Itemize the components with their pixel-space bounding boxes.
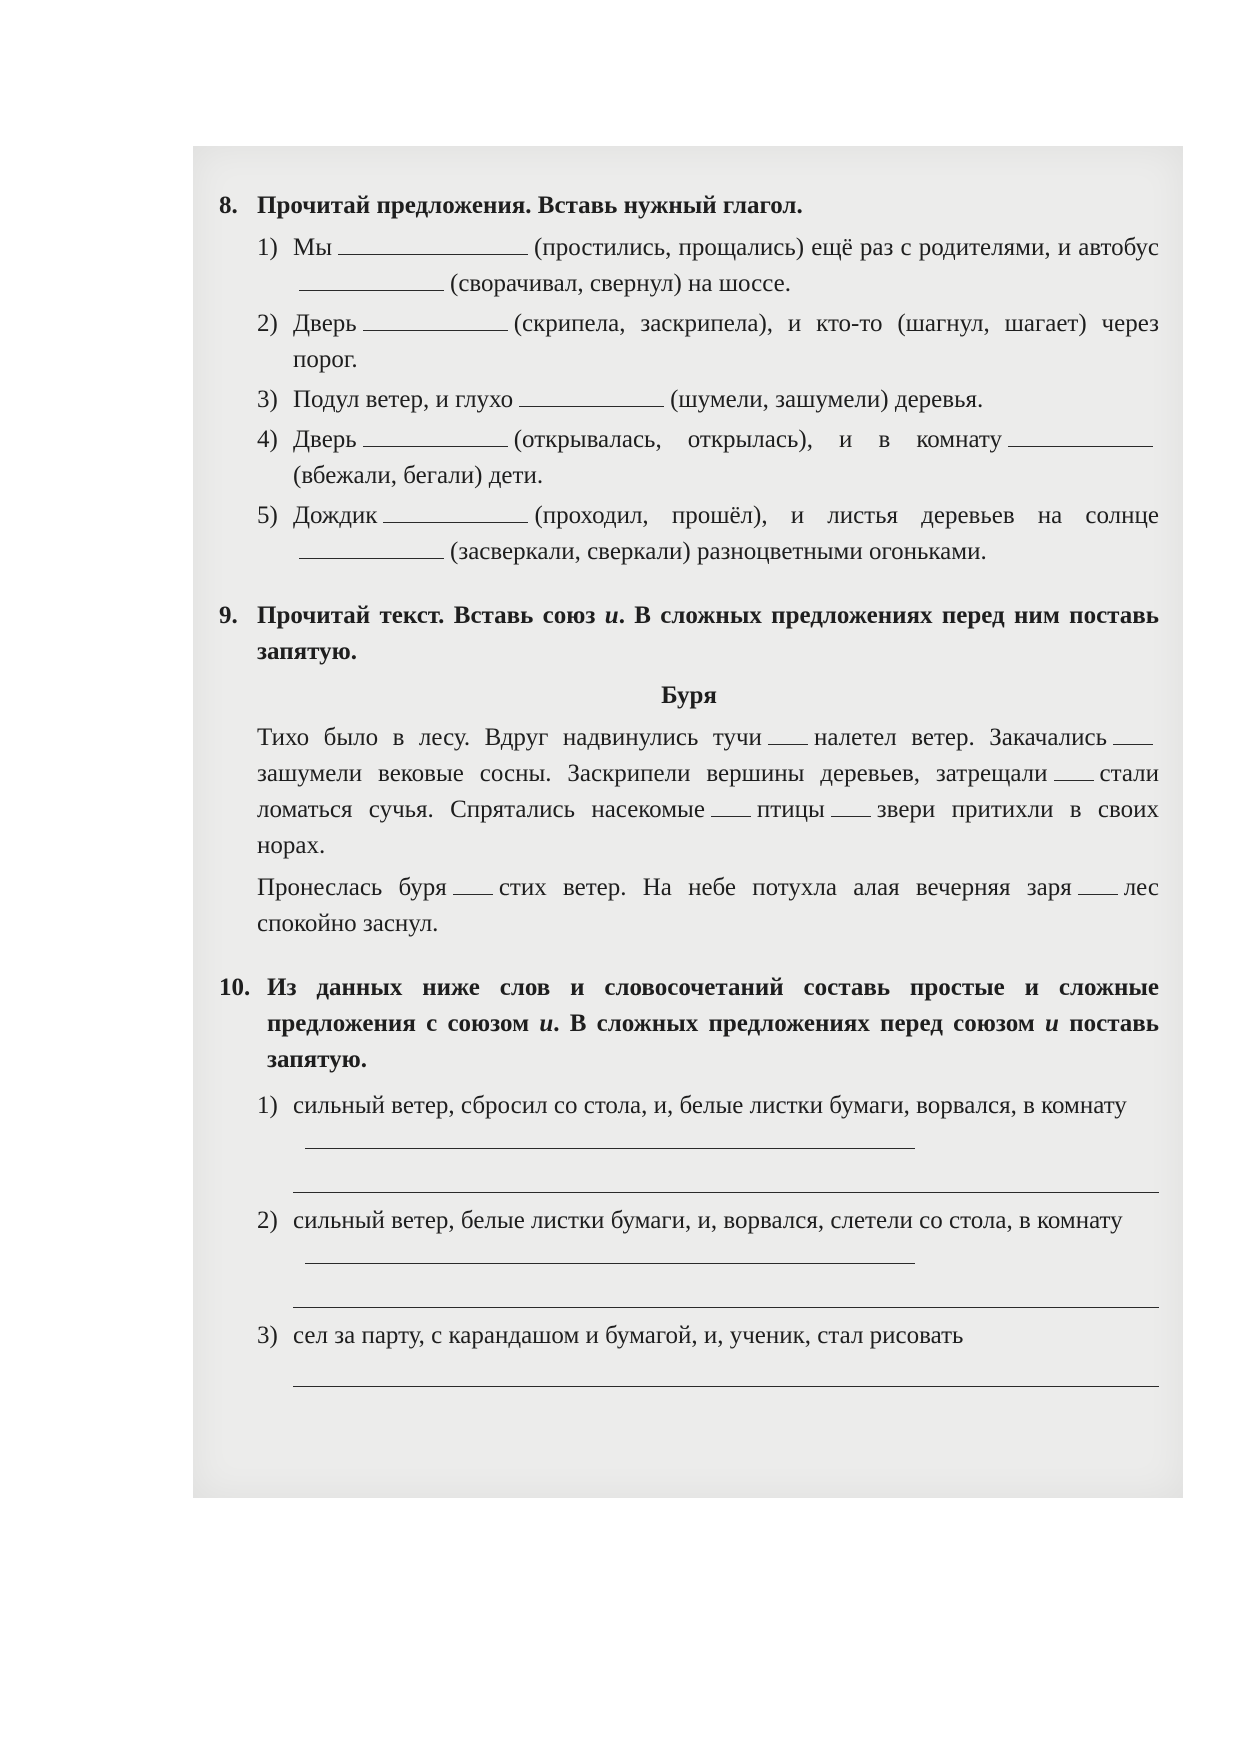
answer-blank[interactable] bbox=[363, 306, 508, 331]
exercise-8-items bbox=[257, 230, 1159, 570]
answer-blank[interactable] bbox=[711, 792, 751, 817]
exercise-8 bbox=[219, 188, 1159, 570]
item-text-part: (шумели, зашумели) деревья. bbox=[670, 386, 984, 413]
exercise-9-header bbox=[219, 598, 1159, 670]
exercise-number: 9. bbox=[219, 602, 238, 629]
answer-blank[interactable] bbox=[519, 382, 664, 407]
story-paragraph bbox=[257, 720, 1159, 864]
answer-blank[interactable] bbox=[338, 230, 528, 255]
instruction-part: . В сложных предложениях перед союзом bbox=[553, 1010, 1035, 1037]
item-text-part: Мы bbox=[293, 234, 333, 261]
item-number: 2) bbox=[257, 1207, 278, 1234]
item-row bbox=[257, 1318, 1159, 1354]
story-title: Буря bbox=[661, 682, 717, 709]
item-text-part: (простились, прощались) ещё раз с родителями, и автобус bbox=[534, 234, 1159, 261]
list-item bbox=[257, 1318, 1159, 1387]
list-item bbox=[257, 498, 1159, 570]
instruction-letter: и bbox=[539, 1010, 554, 1037]
story-text bbox=[257, 720, 1159, 942]
item-text bbox=[293, 382, 1159, 418]
instruction-part: Прочитай текст. Вставь союз bbox=[257, 602, 596, 629]
answer-blank[interactable] bbox=[1054, 756, 1094, 781]
exercise-number: 10. bbox=[219, 974, 251, 1001]
exercise-10-header bbox=[219, 970, 1159, 1078]
story-text-part: стали ломаться сучья. Спрятались насекомые bbox=[257, 760, 1159, 823]
answer-line[interactable] bbox=[293, 1279, 1159, 1308]
list-item bbox=[257, 306, 1159, 378]
item-text-part: сильный ветер, белые листки бумаги, и, ворвался, слетели со стола, в комнату bbox=[293, 1207, 1123, 1234]
item-text-part: Дверь bbox=[293, 310, 357, 337]
item-text bbox=[293, 1088, 1159, 1160]
item-text-part: (проходил, прошёл), и листья деревьев на солнце bbox=[534, 502, 1159, 529]
exercise-10 bbox=[219, 970, 1159, 1387]
item-text-part: (сворачивал, свернул) на шоссе. bbox=[450, 270, 791, 297]
story-text-part: стих ветер. На небе потухла алая вечерняя заря bbox=[498, 874, 1072, 901]
exercise-9 bbox=[219, 598, 1159, 942]
instruction-part: Из данных ниже слов и словосочетаний составь простые и сложные предложения с союзом bbox=[267, 974, 1159, 1037]
answer-blank[interactable] bbox=[453, 870, 493, 895]
item-number: 4) bbox=[257, 426, 278, 453]
answer-blank[interactable] bbox=[1008, 422, 1153, 447]
instruction-letter: и bbox=[604, 602, 619, 629]
item-text bbox=[293, 422, 1159, 494]
list-item bbox=[257, 422, 1159, 494]
list-item bbox=[257, 1203, 1159, 1308]
story-text-part: Тихо было в лесу. Вдруг надвинулись тучи bbox=[257, 724, 762, 751]
exercise-10-items bbox=[257, 1088, 1159, 1387]
exercise-instruction: Прочитай предложения. Вставь нужный глагол. bbox=[257, 192, 803, 219]
answer-blank[interactable] bbox=[299, 266, 444, 291]
item-text bbox=[293, 1318, 1159, 1354]
answer-line[interactable] bbox=[293, 1164, 1159, 1193]
item-text bbox=[293, 306, 1159, 378]
answer-line[interactable] bbox=[305, 1124, 915, 1149]
item-text-part: (вбежали, бегали) дети. bbox=[293, 462, 544, 489]
item-text-part: (скрипела, заскрипела), и кто-то (шагнул, шагает) через порог. bbox=[293, 310, 1159, 373]
item-text-part: Дверь bbox=[293, 426, 357, 453]
item-text bbox=[293, 1203, 1159, 1275]
item-text-part: (открывалась, открылась), и в комнату bbox=[513, 426, 1002, 453]
item-row bbox=[257, 1088, 1159, 1160]
worksheet-page bbox=[193, 146, 1183, 1498]
instruction-part: . В сложных предложениях перед ним поставь запятую. bbox=[257, 602, 1159, 665]
instruction-letter: и bbox=[1045, 1010, 1059, 1037]
item-number: 1) bbox=[257, 1092, 278, 1119]
answer-blank[interactable] bbox=[363, 422, 508, 447]
list-item bbox=[257, 1088, 1159, 1193]
item-text-part: Дождик bbox=[293, 502, 378, 529]
story-text-part: лес спокойно заснул. bbox=[257, 874, 1159, 937]
exercise-8-header bbox=[219, 188, 1159, 224]
item-number: 5) bbox=[257, 502, 278, 529]
item-number: 3) bbox=[257, 386, 278, 413]
item-number: 3) bbox=[257, 1322, 278, 1349]
exercise-instruction bbox=[267, 970, 1159, 1078]
exercise-number: 8. bbox=[219, 192, 238, 219]
item-text-part: сильный ветер, сбросил со стола, и, белые листки бумаги, ворвался, в комнату bbox=[293, 1092, 1127, 1119]
worksheet-content bbox=[219, 188, 1159, 1411]
story-text-part: зашумели вековые сосны. Заскрипели вершины деревьев, затрещали bbox=[257, 760, 1048, 787]
item-row bbox=[257, 1203, 1159, 1275]
item-text-part: Подул ветер, и глухо bbox=[293, 386, 514, 413]
item-text-part: (засверкали, сверкали) разноцветными огоньками. bbox=[450, 538, 987, 565]
story-text-part: Пронеслась буря bbox=[257, 874, 447, 901]
item-number: 2) bbox=[257, 310, 278, 337]
item-number: 1) bbox=[257, 234, 278, 261]
list-item bbox=[257, 230, 1159, 302]
story-text-part: птицы bbox=[756, 796, 825, 823]
answer-blank[interactable] bbox=[768, 720, 808, 745]
instruction-part: поставь запятую. bbox=[267, 1010, 1159, 1073]
answer-line[interactable] bbox=[293, 1358, 1159, 1387]
list-item bbox=[257, 382, 1159, 418]
story-text-part: налетел ветер. Закачались bbox=[813, 724, 1108, 751]
answer-blank[interactable] bbox=[299, 534, 444, 559]
answer-line[interactable] bbox=[305, 1239, 915, 1264]
story-paragraph bbox=[257, 870, 1159, 942]
answer-blank[interactable] bbox=[1113, 720, 1153, 745]
answer-blank[interactable] bbox=[1078, 870, 1118, 895]
story-text-part: звери притихли в своих норах. bbox=[257, 796, 1159, 859]
item-text bbox=[293, 230, 1159, 302]
answer-blank[interactable] bbox=[831, 792, 871, 817]
item-text-part: сел за парту, с карандашом и бумагой, и, ученик, стал рисовать bbox=[293, 1322, 964, 1349]
item-text bbox=[293, 498, 1159, 570]
exercise-instruction bbox=[257, 598, 1159, 670]
answer-blank[interactable] bbox=[383, 498, 528, 523]
